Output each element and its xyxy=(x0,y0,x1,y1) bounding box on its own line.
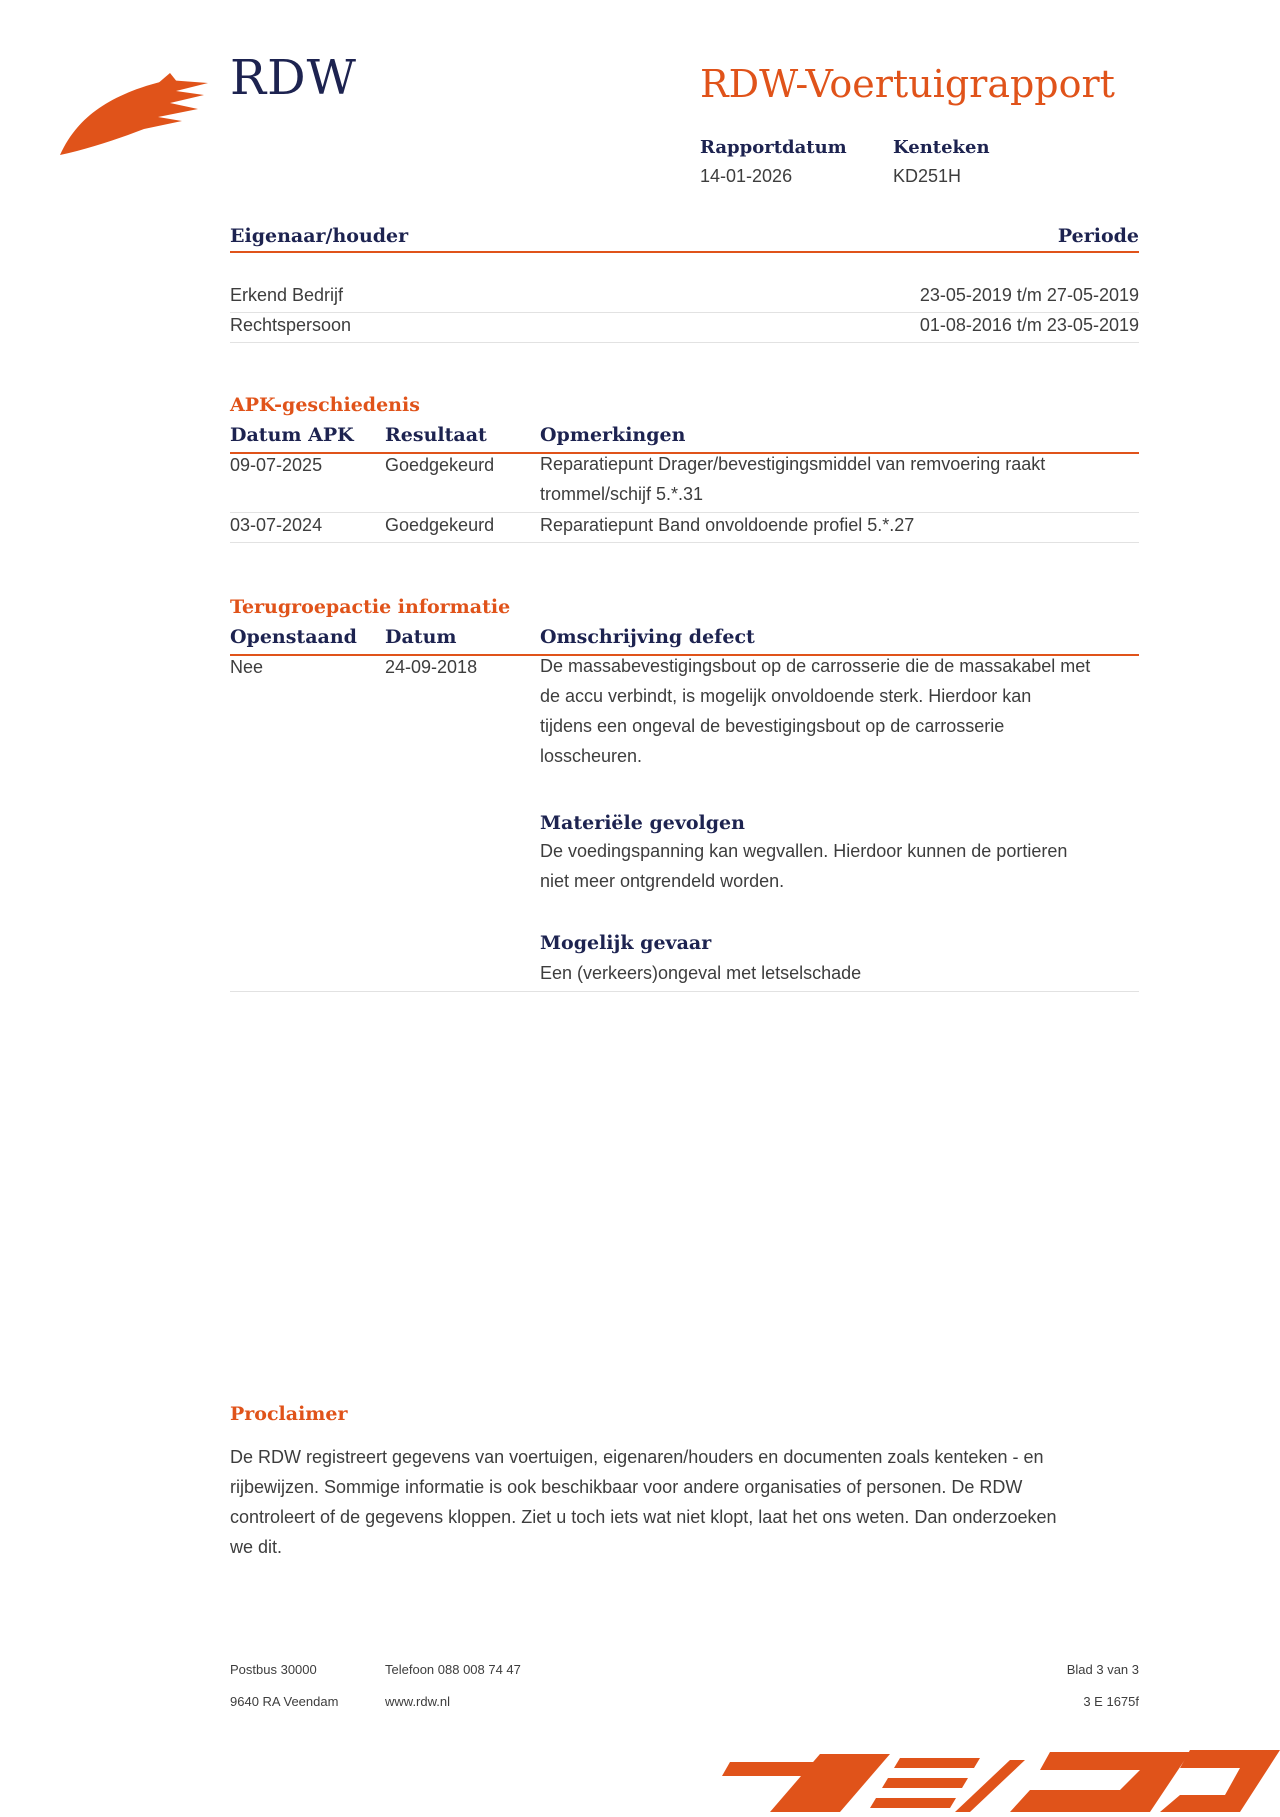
apk-row-2-date: 03-07-2024 xyxy=(230,515,323,535)
proclaimer-line: controleert of de gegevens kloppen. Ziet u toch iets wat niet klopt, laat het ons weten. Dan onderzoeken xyxy=(230,1507,1057,1527)
possible-danger-text: Een (verkeers)ongeval met letselschade xyxy=(540,963,862,983)
rapportdatum-value: 14-01-2026 xyxy=(700,166,793,186)
apk-remarks-header: Opmerkingen xyxy=(540,424,686,446)
recall-date-header: Datum xyxy=(385,626,457,648)
page-title: RDW-Voertuigrapport xyxy=(700,62,1115,106)
material-line: niet meer ontgrendeld worden. xyxy=(540,871,785,891)
recall-desc-line: losscheuren. xyxy=(540,746,643,766)
apk-row-1-remarks-line: Reparatiepunt Drager/bevestigingsmiddel van remvoering raakt xyxy=(540,454,1046,474)
recall-desc-line: De massabevestigingsbout op de carrosserie die de massakabel met xyxy=(540,656,1091,676)
recall-open-header: Openstaand xyxy=(230,626,357,648)
footer-postbus: Postbus 30000 xyxy=(230,1662,317,1677)
apk-row-2-remarks: Reparatiepunt Band onvoldoende profiel 5.*.27 xyxy=(540,515,915,535)
apk-row-2-result: Goedgekeurd xyxy=(385,515,495,535)
proclaimer-line: De RDW registreert gegevens van voertuigen, eigenaren/houders en documenten zoals kenteken - en xyxy=(230,1447,1044,1467)
owner-row-divider xyxy=(230,342,1139,343)
apk-result-header: Resultaat xyxy=(385,424,487,446)
apk-row-1-remarks xyxy=(540,449,1045,509)
proclaimer-title: Proclaimer xyxy=(230,1403,348,1425)
material-consequences-text xyxy=(540,836,1067,896)
brand-name: RDW xyxy=(230,50,357,106)
owner-row-2-period: 01-08-2016 t/m 23-05-2019 xyxy=(919,315,1139,335)
proclaimer-text xyxy=(230,1442,1057,1562)
footer-website-link[interactable]: www.rdw.nl xyxy=(385,1694,451,1709)
apk-row-1-result: Goedgekeurd xyxy=(385,455,495,475)
owner-row-divider xyxy=(230,312,1139,313)
recall-desc-header: Omschrijving defect xyxy=(540,626,755,648)
recall-row-divider xyxy=(230,991,1139,992)
footer-city: 9640 RA Veendam xyxy=(230,1694,339,1709)
apk-row-divider xyxy=(230,542,1139,543)
stripe-decoration-icon xyxy=(720,1740,1280,1817)
recall-section-title: Terugroepactie informatie xyxy=(230,596,511,618)
apk-section-title: APK-geschiedenis xyxy=(230,394,420,416)
material-line: De voedingspanning kan wegvallen. Hierdoor kunnen de portieren xyxy=(540,841,1068,861)
apk-row-divider xyxy=(230,512,1139,513)
recall-desc-line: tijdens een ongeval de bevestigingsbout op de carrosserie xyxy=(540,716,1005,736)
material-consequences-title: Materiële gevolgen xyxy=(540,812,745,834)
owners-header-divider xyxy=(230,251,1139,253)
owner-row-1-period: 23-05-2019 t/m 27-05-2019 xyxy=(919,285,1139,305)
period-column-header: Periode xyxy=(1057,225,1139,247)
apk-date-header: Datum APK xyxy=(230,424,354,446)
kenteken-label: Kenteken xyxy=(893,137,990,158)
owner-row-2-owner: Rechtspersoon xyxy=(230,315,352,335)
recall-desc-line: de accu verbindt, is mogelijk onvoldoende sterk. Hierdoor kan xyxy=(540,686,1032,706)
proclaimer-line: rijbewijzen. Sommige informatie is ook beschikbaar voor andere organisaties of personen. De RDW xyxy=(230,1477,1023,1497)
possible-danger-title: Mogelijk gevaar xyxy=(540,932,712,954)
apk-row-1-remarks-line: trommel/schijf 5.*.31 xyxy=(540,484,704,504)
proclaimer-line: we dit. xyxy=(230,1537,283,1557)
recall-open-value: Nee xyxy=(230,657,264,677)
footer-page-number: Blad 3 van 3 xyxy=(1066,1662,1139,1677)
kenteken-value: KD251H xyxy=(893,166,962,186)
owner-column-header: Eigenaar/houder xyxy=(230,225,409,247)
rapportdatum-label: Rapportdatum xyxy=(700,137,847,158)
footer-doc-code: 3 E 1675f xyxy=(1083,1694,1139,1709)
recall-date-value: 24-09-2018 xyxy=(385,657,478,677)
apk-row-1-date: 09-07-2025 xyxy=(230,455,323,475)
rdw-wing-logo-icon xyxy=(58,55,208,165)
recall-description xyxy=(540,651,1090,771)
footer-phone: Telefoon 088 008 74 47 xyxy=(385,1662,521,1677)
owner-row-1-owner: Erkend Bedrijf xyxy=(230,285,344,305)
